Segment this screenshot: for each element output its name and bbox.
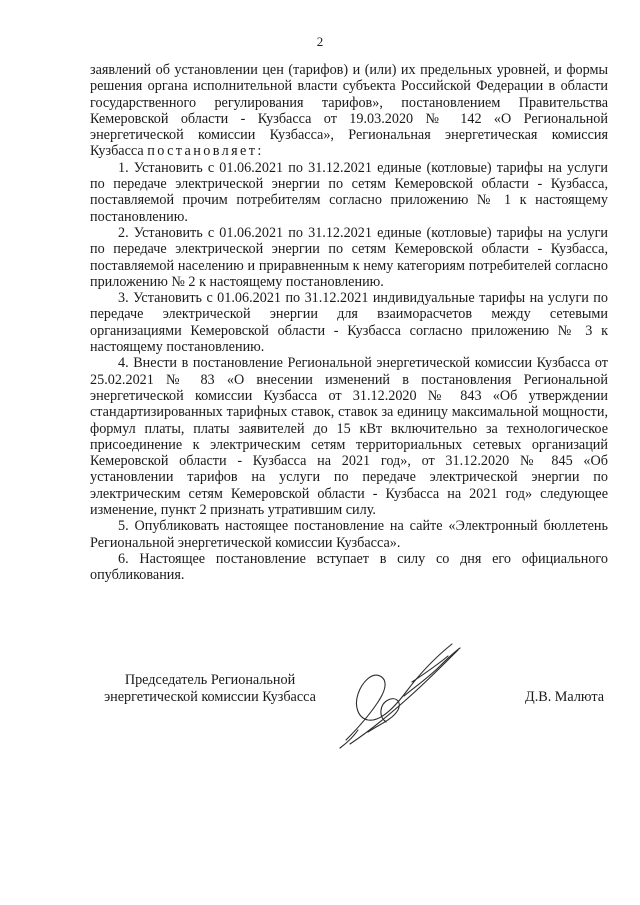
document-body: [90, 62, 608, 584]
paragraph-5: 5. Опубликовать настоящее постановление на сайте «Электронный бюллетень Региональной энергетической комиссии Кузбасса».: [90, 518, 608, 551]
intro-paragraph: [90, 62, 608, 160]
signer-title-line-1: Председатель Региональной: [124, 672, 296, 688]
signer-name: Д.В. Малюта: [525, 689, 604, 705]
paragraph-4: 4. Внести в постановление Региональной энергетической комиссии Кузбасса от 25.02.2021 № 83 «О внесении изменений в постановления Региональной энергетической комиссии Кузбасса от 31.12.2020 № 843 «Об утверждении стандартизированных тарифных ставок, ставок за единицу максимальной мощности, формул платы, платы заявителей до 15 кВт включительно за технологическое присоединение к электрическим сетям территориальных сетевых организаций Кемеровской области - Кузбасса на 2021 год», от 31.12.2020 № 845 «Об установлении тарифов на услуги по передаче электрической энергии по электрическим сетям Кемеровской области - Кузбасса на 2021 год» следующее изменение, пункт 2 признать утратившим силу.: [90, 355, 608, 519]
signer-title-line-2: энергетической комиссии Кузбасса: [104, 689, 316, 705]
intro-text: заявлений об установлении цен (тарифов) и (или) их предельных уровней, и формы решения органа исполнительной власти субъекта Российской Федерации в области государственного регулирования тарифов», постановлением Правительства Кемеровской области - Кузбасса от 19.03.2020 № 142 «О Региональной энергетической комиссии Кузбасса», Региональная энергетическая комиссия Кузбасса: [90, 62, 608, 160]
paragraph-6: 6. Настоящее постановление вступает в силу со дня его официального опубликования.: [90, 550, 608, 584]
handwritten-signature: [328, 636, 468, 756]
paragraph-1: 1. Установить с 01.06.2021 по 31.12.2021 единые (котловые) тарифы на услуги по передаче электрической энергии по сетям Кемеровской области - Кузбасса, поставляемой прочим потребителям согласно приложению № 1 к настоящему постановлению.: [90, 159, 608, 225]
page-number: 2: [316, 34, 324, 49]
signer-title: [90, 672, 330, 706]
decree-word: постановляет:: [147, 143, 264, 160]
paragraph-2: 2. Установить с 01.06.2021 по 31.12.2021 единые (котловые) тарифы на услуги по передаче электрической энергии по сетям Кемеровской области - Кузбасса, поставляемой населению и приравненным к нему категориям потребителей согласно приложению № 2 к настоящему постановлению.: [90, 224, 608, 290]
paragraph-3: 3. Установить с 01.06.2021 по 31.12.2021 индивидуальные тарифы на услуги по передаче электрической энергии для взаиморасчетов между сетевыми организациями Кемеровской области - Кузбасса согласно приложению № 3 к настоящему постановлению.: [90, 290, 608, 356]
signature-block: [90, 672, 608, 752]
